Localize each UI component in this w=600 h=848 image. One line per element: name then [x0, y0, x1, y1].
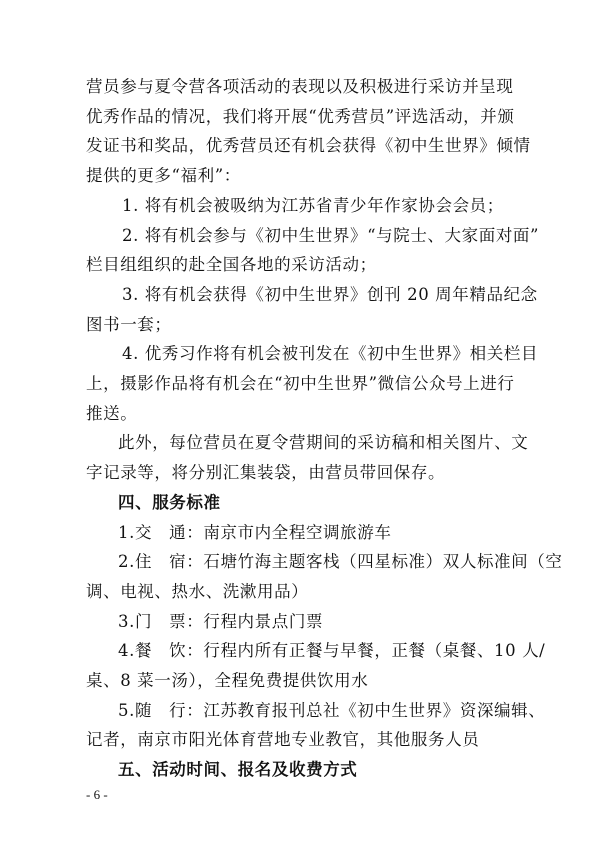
- service-item-meals: 4.餐 饮：行程内所有正餐与早餐，正餐（桌餐、10 人/: [118, 641, 546, 661]
- benefit-item-1: 1. 将有机会被吸纳为江苏省青少年作家协会会员；: [122, 195, 504, 215]
- benefit-item-4: 4. 优秀习作将有机会被刊发在《初中生世界》相关栏目: [122, 344, 539, 364]
- body-line: 优秀作品的情况，我们将开展“优秀营员”评选活动，并颁: [86, 106, 515, 126]
- body-line: 提供的更多“福利”：: [86, 166, 241, 186]
- page-number: - 6 -: [86, 787, 108, 802]
- service-item-staff: 5.随 行：江苏教育报刊总社《初中生世界》资深编辑、: [118, 700, 546, 720]
- body-line: 栏目组组织的赴全国各地的采访活动；: [86, 255, 377, 275]
- section-heading-5: 五、活动时间、报名及收费方式: [118, 760, 358, 780]
- body-line: 桌、8 菜一汤），全程免费提供饮用水: [86, 671, 369, 690]
- body-line: 推送。: [86, 403, 138, 423]
- body-line: 发证书和奖品，优秀营员还有机会获得《初中生世界》倾情: [86, 136, 531, 156]
- body-line: 记者，南京市阳光体育营地专业教官，其他服务人员: [86, 730, 480, 750]
- benefit-item-3: 3. 将有机会获得《初中生世界》创刊 20 周年精品纪念: [122, 284, 538, 304]
- body-line: 调、电视、热水、洗漱用品）: [86, 581, 309, 601]
- body-line: 字记录等，将分别汇集装袋，由营员带回保存。: [86, 463, 446, 483]
- body-line: 上，摄影作品将有机会在“初中生世界”微信公众号上进行: [86, 374, 515, 393]
- body-line: 营员参与夏令营各项活动的表现以及积极进行采访并呈现: [86, 77, 514, 96]
- benefit-item-2: 2. 将有机会参与《初中生世界》“与院士、大家面对面”: [122, 225, 540, 245]
- service-item-tickets: 3.门 票：行程内景点门票: [118, 611, 324, 631]
- service-item-lodging: 2.住 宿：石塘竹海主题客栈（四星标准）双人标准间（空: [118, 552, 563, 572]
- body-line: 此外，每位营员在夏令营期间的采访稿和相关图片、文: [118, 433, 529, 453]
- section-heading-4: 四、服务标准: [118, 492, 221, 512]
- body-line: 图书一套；: [86, 314, 172, 334]
- service-item-transport: 1.交 通：南京市内全程空调旅游车: [118, 522, 392, 542]
